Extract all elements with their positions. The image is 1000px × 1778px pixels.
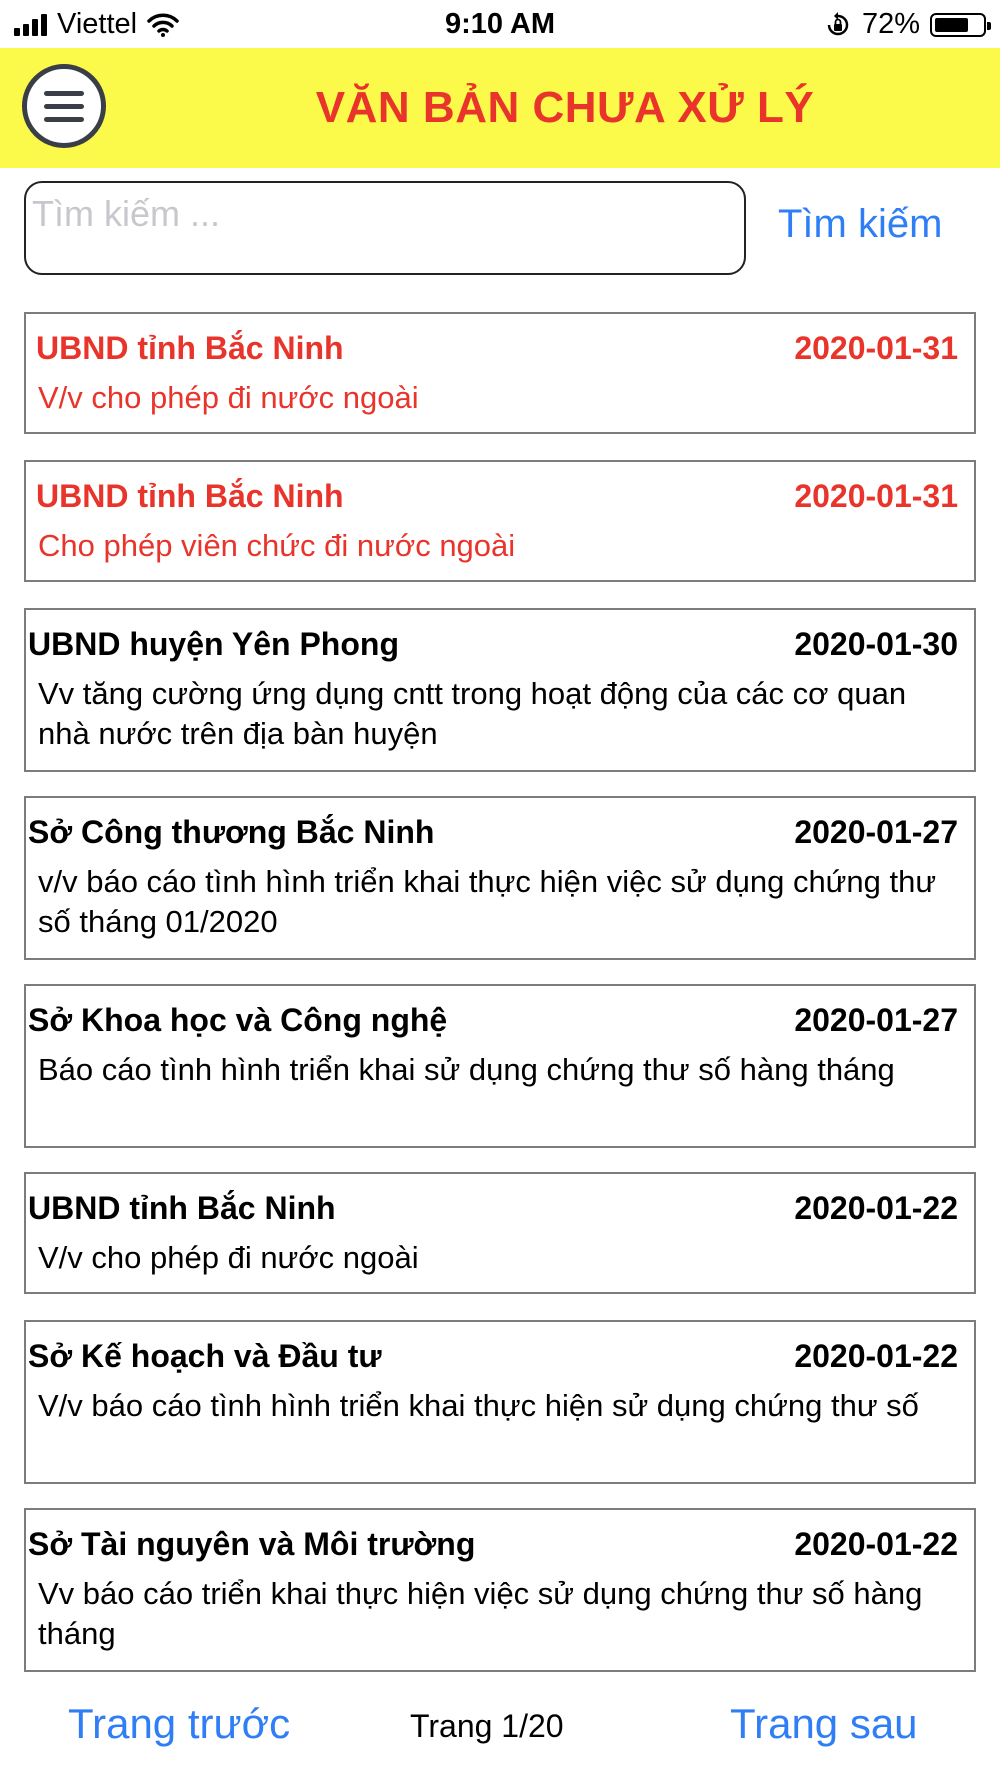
document-item[interactable] [24,1320,976,1484]
search-button[interactable]: Tìm kiếm [778,202,943,246]
pagination [0,1700,1000,1760]
document-sender: UBND tỉnh Bắc Ninh [36,478,344,514]
document-summary: v/v báo cáo tình hình triển khai thực hiện việc sử dụng chứng thư số tháng 01/2020 [38,864,937,939]
document-date: 2020-01-22 [794,1338,958,1374]
prev-page-button[interactable]: Trang trước [68,1700,291,1747]
document-summary: V/v cho phép đi nước ngoài [38,380,419,415]
search-input[interactable] [24,181,746,275]
carrier-name: Viettel [57,8,138,40]
document-item[interactable] [24,1508,976,1672]
document-date: 2020-01-22 [794,1526,958,1562]
document-item[interactable] [24,796,976,960]
document-sender: UBND tỉnh Bắc Ninh [36,330,344,366]
document-summary: Vv tăng cường ứng dụng cntt trong hoạt động của các cơ quan nhà nước trên địa bàn huyện [38,676,907,751]
hamburger-menu-icon[interactable] [22,64,106,148]
document-summary: Vv báo cáo triển khai thực hiện việc sử dụng chứng thư số hàng tháng [38,1576,923,1651]
document-item[interactable] [24,312,976,434]
document-sender: UBND huyện Yên Phong [28,626,399,662]
document-date: 2020-01-27 [794,814,958,850]
document-date: 2020-01-27 [794,1002,958,1038]
document-sender: Sở Kế hoạch và Đầu tư [28,1338,382,1374]
document-sender: UBND tỉnh Bắc Ninh [28,1190,336,1226]
document-summary: V/v cho phép đi nước ngoài [38,1240,419,1275]
status-right [824,8,986,41]
document-date: 2020-01-30 [794,626,958,662]
page-indicator: Trang 1/20 [410,1708,564,1744]
document-item[interactable] [24,984,976,1148]
document-item[interactable] [24,608,976,772]
status-bar [0,0,1000,48]
status-time: 9:10 AM [444,8,556,40]
page-title: VĂN BẢN CHƯA XỬ LÝ [315,83,815,132]
next-page-button[interactable]: Trang sau [730,1700,918,1747]
document-date: 2020-01-31 [794,330,958,366]
document-item[interactable] [24,460,976,582]
document-sender: Sở Tài nguyên và Môi trường [28,1526,476,1562]
battery-fill [935,18,968,32]
rotation-lock-icon [824,11,852,39]
document-date: 2020-01-31 [794,478,958,514]
document-summary: Báo cáo tình hình triển khai sử dụng chứng thư số hàng tháng [38,1052,895,1087]
document-sender: Sở Công thương Bắc Ninh [28,814,435,850]
battery-percent: 72% [861,8,920,40]
battery-icon [930,13,986,37]
document-sender: Sở Khoa học và Công nghệ [28,1002,448,1038]
app-header [0,48,1000,168]
document-summary: Cho phép viên chức đi nước ngoài [38,528,516,563]
document-summary: V/v báo cáo tình hình triển khai thực hiện sử dụng chứng thư số [38,1388,919,1423]
document-date: 2020-01-22 [794,1190,958,1226]
document-item[interactable] [24,1172,976,1294]
